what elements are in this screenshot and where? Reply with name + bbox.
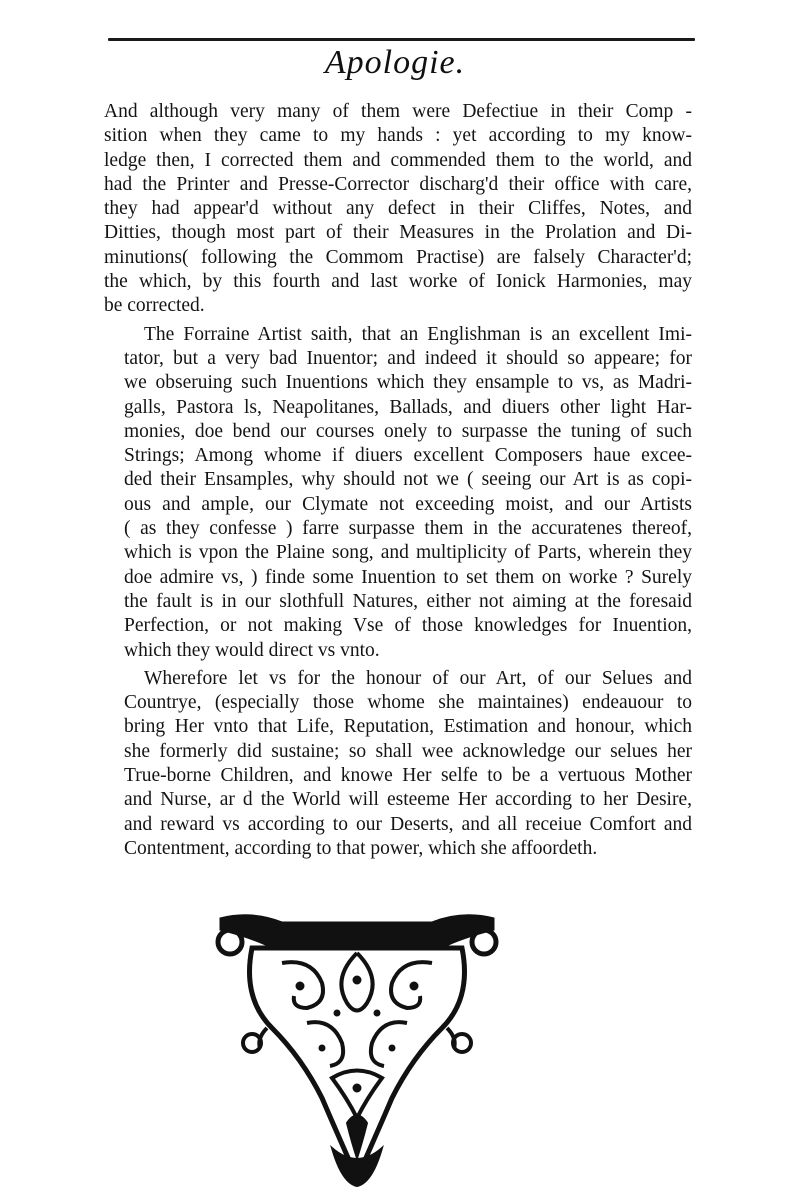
text-line: bring Her vnto that Life, Reputation, Estimation and honour, which xyxy=(124,716,692,738)
text-line: ( as they confesse ) farre surpasse them in the accuratenes thereof, xyxy=(124,518,692,540)
top-rule xyxy=(108,38,695,41)
text-line: which is vpon the Plaine song, and multiplicity of Parts, wherein they xyxy=(124,542,692,564)
tailpiece-ornament xyxy=(212,908,502,1188)
text-line: monies, doe bend our courses onely to surpasse the tuning of such xyxy=(124,420,692,442)
text-line: we obseruing such Inuentions which they ensample to vs, as Madri- xyxy=(124,372,692,394)
text-line: and Nurse, ar d the World will esteeme Her according to her Desire, xyxy=(124,789,692,811)
text-line: minutions( following the Commom Practise) are falsely Character'd; xyxy=(104,246,692,268)
text-line: and reward vs according to our Deserts, and all receiue Comfort and xyxy=(124,813,692,835)
running-head: Apologie. xyxy=(324,44,466,81)
text-line: Wherefore let vs for the honour of our Art, of our Selues and xyxy=(144,667,692,689)
text-line: doe admire vs, ) finde some Inuention to set them on worke ? Surely xyxy=(124,566,692,588)
text-line: ous and ample, our Clymate not exceeding moist, and our Artists xyxy=(124,493,692,515)
text-line: galls, Pastora ls, Neapolitanes, Ballads, and diuers other light Har- xyxy=(124,396,692,418)
text-line: And although very many of them were Defectiue in their Comp - xyxy=(104,101,692,122)
paragraph-2 xyxy=(104,323,692,663)
text-line: tator, but a very bad Inuentor; and indeed it should so appeare; for xyxy=(124,347,692,369)
text-line: Contentment, according to that power, which she affoordeth. xyxy=(124,837,598,859)
text-line: be corrected. xyxy=(104,295,205,317)
text-line: The Forraine Artist saith, that an Englishman is an excellent Imi- xyxy=(144,323,692,345)
text-line: the which, by this fourth and last worke of Ionick Harmonies, may xyxy=(104,271,692,293)
body-text xyxy=(104,100,692,861)
text-line: Countrye, (especially those whome she maintaines) endeauour to xyxy=(124,692,692,714)
text-line: they had appear'd without any defect in their Cliffes, Notes, and xyxy=(104,198,692,220)
text-line: Strings; Among whome if diuers excellent Composers haue excee- xyxy=(124,445,692,467)
text-line: ded their Ensamples, why should not we ( seeing our Art is as copi- xyxy=(124,469,692,491)
text-line: she formerly did sustaine; so shall wee acknowledge our selues her xyxy=(124,740,692,762)
text-line: Ditties, though most part of their Measures in the Prolation and Di- xyxy=(104,222,692,244)
text-line: sition when they came to my hands : yet according to my know- xyxy=(104,125,692,147)
text-line: ledge then, I corrected them and commended them to the world, and xyxy=(104,149,692,171)
text-line: the fault is in our slothfull Natures, either not aiming at the foresaid xyxy=(124,590,692,612)
text-line: had the Printer and Presse-Corrector discharg'd their office with care, xyxy=(104,173,692,195)
text-line: True-borne Children, and knowe Her selfe to be a vertuous Mother xyxy=(124,765,692,787)
text-line: Perfection, or not making Vse of those knowledges for Inuention, xyxy=(124,615,692,637)
paragraph-3 xyxy=(104,667,692,861)
paragraph-1 xyxy=(104,100,692,319)
text-line: which they would direct vs vnto. xyxy=(124,639,380,661)
